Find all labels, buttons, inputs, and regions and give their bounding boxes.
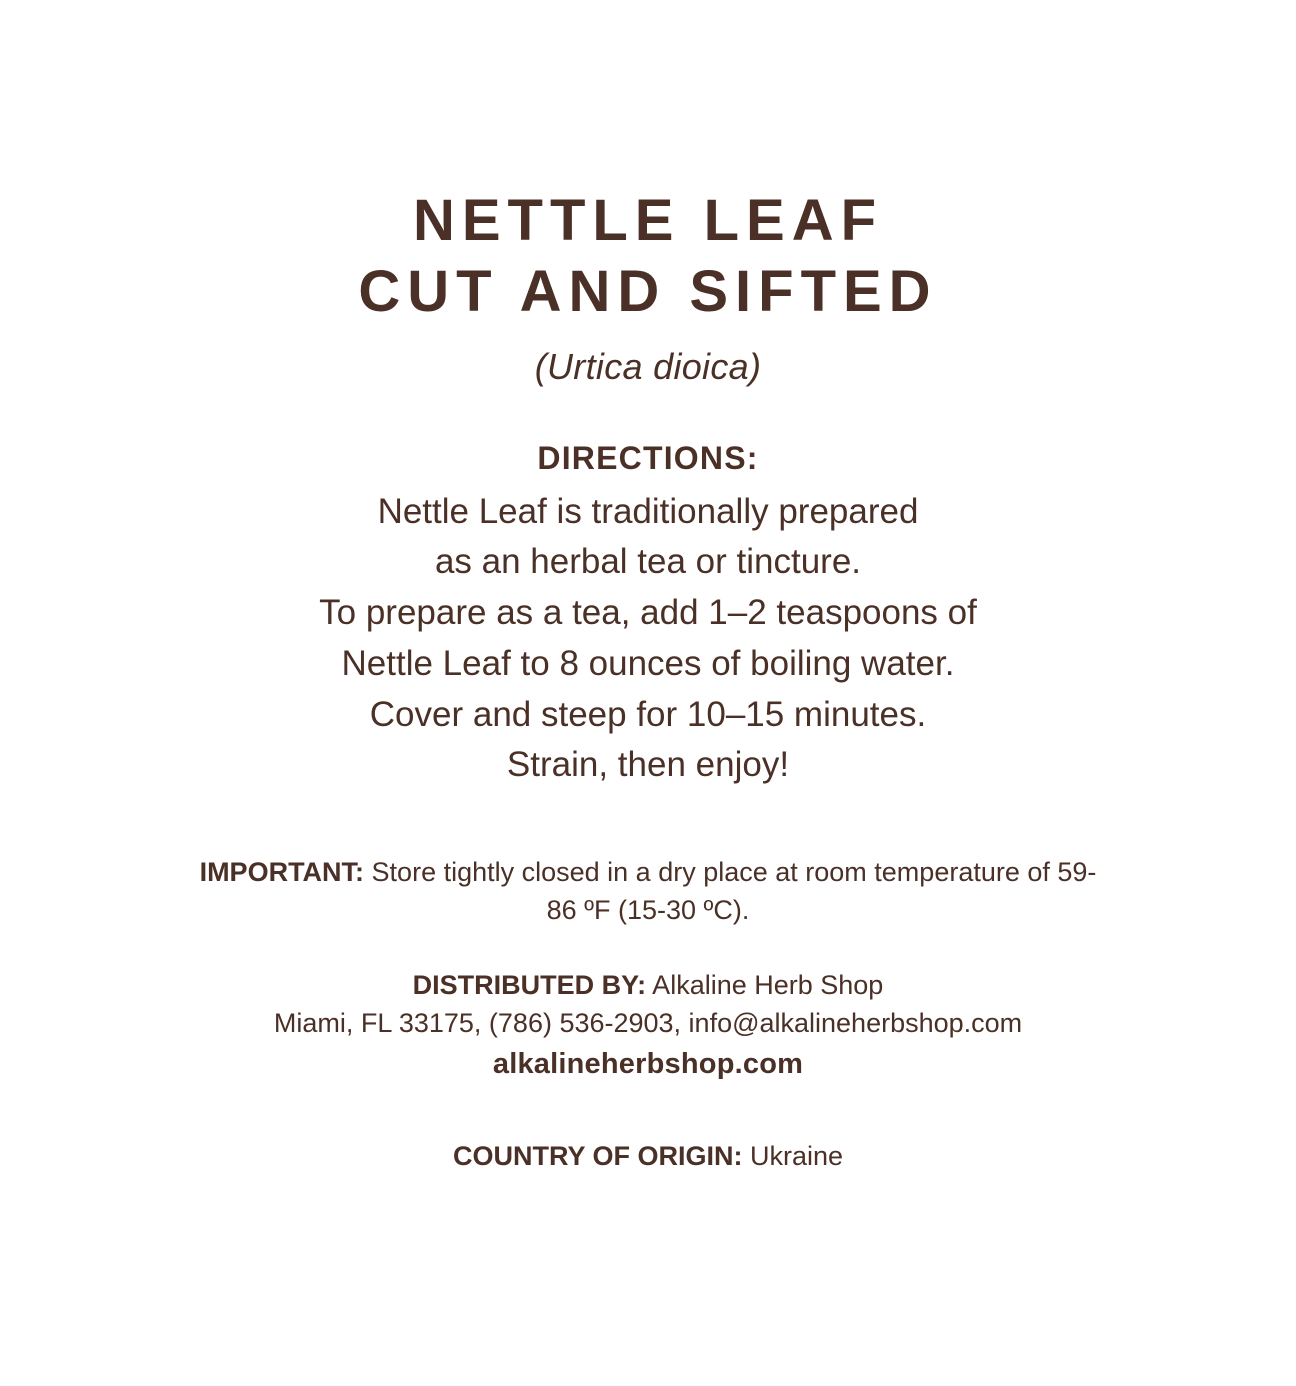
product-title-line-2: CUT AND SIFTED	[358, 258, 938, 324]
distributed-by-label: DISTRIBUTED BY:	[412, 969, 647, 1000]
directions-line: To prepare as a tea, add 1–2 teaspoons of	[319, 593, 977, 632]
directions-heading: DIRECTIONS:	[537, 439, 759, 476]
directions-line: Nettle Leaf to 8 ounces of boiling water.	[341, 643, 955, 683]
important-label: IMPORTANT:	[199, 857, 365, 887]
product-title-line-1: NETTLE LEAF	[412, 188, 884, 253]
botanical-name: (Urtica dioica)	[534, 345, 762, 387]
distributor-name: Alkaline Herb Shop	[646, 969, 884, 1000]
directions-line: Strain, then enjoy!	[506, 745, 790, 785]
country-of-origin	[453, 1141, 843, 1172]
directions-line: as an herbal tea or tincture.	[434, 542, 862, 582]
country-of-origin-label: COUNTRY OF ORIGIN:	[452, 1141, 743, 1172]
directions-line: Cover and steep for 10–15 minutes.	[369, 694, 927, 734]
important-text: Store tightly closed in a dry place at room temperature of 59-86 ºF (15-30 ºC).	[364, 857, 1097, 926]
info-block	[198, 853, 1098, 1085]
distributor-info	[198, 966, 1098, 1086]
title-block	[358, 186, 937, 388]
directions-block	[319, 440, 977, 792]
directions-line: Nettle Leaf is traditionally prepared	[377, 491, 919, 531]
website-link[interactable]: alkalineherbshop.com	[492, 1048, 804, 1081]
distributor-address: Miami, FL 33175, (786) 536-2903, info@alkalineherbshop.com	[273, 1007, 1023, 1038]
storage-instructions	[198, 853, 1098, 930]
directions-body	[319, 487, 977, 792]
country-of-origin-value: Ukraine	[742, 1141, 844, 1172]
